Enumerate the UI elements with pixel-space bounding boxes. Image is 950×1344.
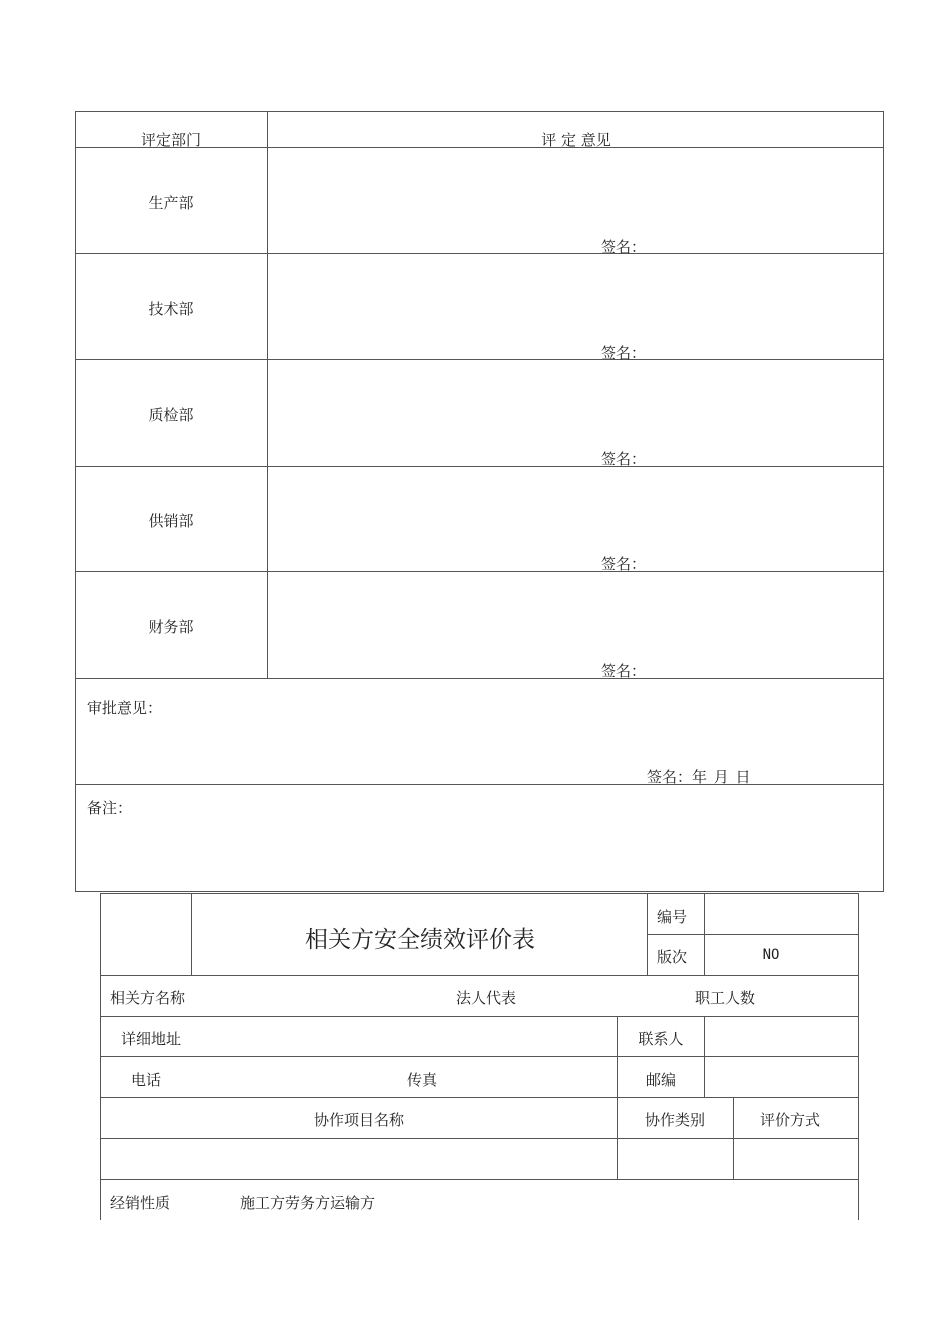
number-label: 编号 bbox=[656, 908, 688, 926]
address-label: 详细地址 bbox=[121, 1030, 182, 1048]
row-divider bbox=[75, 253, 884, 254]
related-party-name-label: 相关方名称 bbox=[110, 989, 186, 1007]
row-divider bbox=[75, 359, 884, 360]
row-divider bbox=[100, 1016, 858, 1017]
signature-label: 签名： bbox=[601, 238, 647, 256]
signature-label: 签名： bbox=[601, 450, 647, 468]
method-label: 评价方式 bbox=[759, 1111, 821, 1129]
header-department: 评定部门 bbox=[140, 131, 202, 149]
department-name: 生产部 bbox=[148, 194, 194, 212]
row-divider bbox=[100, 975, 858, 976]
row-divider bbox=[100, 1179, 858, 1180]
phone-label: 电话 bbox=[131, 1071, 162, 1089]
approval-signature-date: 签名：年 月 日 bbox=[647, 768, 751, 786]
department-name: 供销部 bbox=[148, 512, 194, 530]
version-value: NO bbox=[762, 947, 780, 963]
fax-label: 传真 bbox=[407, 1071, 438, 1089]
row-divider bbox=[100, 1056, 858, 1057]
department-name: 质检部 bbox=[148, 406, 194, 424]
row-divider bbox=[75, 571, 884, 572]
remarks-label: 备注： bbox=[87, 799, 133, 817]
signature-label: 签名： bbox=[601, 344, 647, 362]
review-table-border bbox=[75, 111, 884, 892]
postcode-label: 邮编 bbox=[645, 1071, 677, 1089]
nature-label: 经销性质 bbox=[110, 1194, 171, 1212]
signature-label: 签名： bbox=[601, 555, 647, 573]
title-inner-divider bbox=[647, 934, 858, 935]
row-divider bbox=[75, 466, 884, 467]
category-label: 协作类别 bbox=[644, 1111, 706, 1129]
legal-rep-label: 法人代表 bbox=[456, 989, 517, 1007]
staff-count-label: 职工人数 bbox=[695, 989, 756, 1007]
cell-divider bbox=[617, 1016, 618, 1098]
row-divider bbox=[100, 1138, 858, 1139]
cell-divider bbox=[704, 1016, 705, 1098]
contact-label: 联系人 bbox=[638, 1030, 684, 1048]
project-name-label: 协作项目名称 bbox=[313, 1111, 405, 1129]
form-right-border bbox=[858, 893, 859, 1220]
department-name: 技术部 bbox=[148, 300, 194, 318]
department-name: 财务部 bbox=[148, 618, 194, 636]
version-label: 版次 bbox=[656, 948, 688, 966]
nature-options: 施工方劳务方运输方 bbox=[240, 1194, 376, 1212]
header-opinion: 评 定 意见 bbox=[541, 131, 611, 149]
row-divider bbox=[75, 678, 884, 679]
form-title: 相关方安全绩效评价表 bbox=[305, 927, 535, 953]
form-top-border bbox=[100, 893, 858, 894]
logo-cell-divider bbox=[191, 893, 192, 975]
signature-label: 签名： bbox=[601, 662, 647, 680]
row-divider bbox=[100, 1097, 858, 1098]
column-divider bbox=[267, 111, 268, 678]
approval-label: 审批意见： bbox=[87, 699, 163, 717]
row-divider bbox=[75, 784, 884, 785]
